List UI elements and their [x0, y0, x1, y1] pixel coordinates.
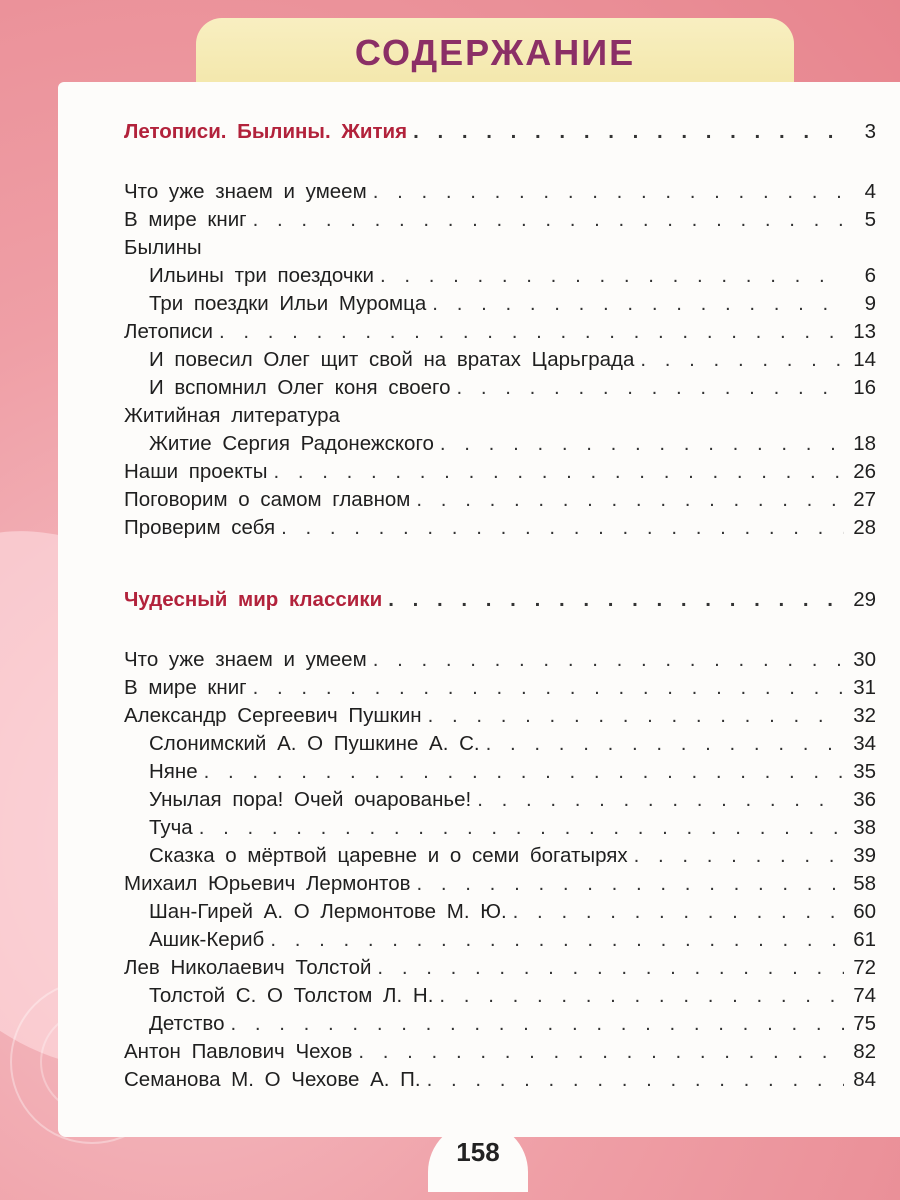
- toc-entry[interactable]: [124, 516, 876, 544]
- toc-entry-title: Летописи: [124, 320, 213, 343]
- toc-entry[interactable]: [124, 704, 876, 732]
- toc-entry-title: Детство: [149, 1012, 225, 1035]
- section-heading-title: Летописи. Былины. Жития: [124, 120, 408, 143]
- heading-gap: [124, 616, 876, 648]
- toc-entry-page: 9: [864, 292, 876, 315]
- dot-leader: [432, 292, 844, 316]
- toc-entry-page: 13: [853, 320, 876, 343]
- dot-leader: [273, 460, 844, 484]
- dot-leader: [634, 844, 844, 868]
- toc-entry-title: Няне: [149, 760, 198, 783]
- toc-entry-page: 5: [864, 208, 876, 231]
- toc-entry-page: 72: [853, 956, 876, 979]
- toc-entry[interactable]: [124, 320, 876, 348]
- dot-leader: [388, 588, 844, 612]
- section-gap: [124, 544, 876, 588]
- section-heading-title: Чудесный мир классики: [124, 588, 383, 611]
- dot-leader: [199, 816, 844, 840]
- toc-entry-title: Сказка о мёртвой царевне и о семи богатырях: [149, 844, 628, 867]
- toc-entry-title: Ашик-Кериб: [149, 928, 265, 951]
- toc-entry[interactable]: [124, 292, 876, 320]
- toc-entry[interactable]: [124, 404, 876, 432]
- toc-entry-title: Что уже знаем и умеем: [124, 648, 367, 671]
- dot-leader: [439, 984, 844, 1008]
- toc-entry-title: Житийная литература: [124, 404, 340, 427]
- toc-entry[interactable]: [124, 1068, 876, 1096]
- toc-entry[interactable]: [124, 648, 876, 676]
- dot-leader: [219, 320, 844, 344]
- dot-leader: [416, 488, 844, 512]
- dot-leader: [358, 1040, 844, 1064]
- toc-entry-title: Шан-Гирей А. О Лермонтове М. Ю.: [149, 900, 507, 923]
- dot-leader: [377, 956, 844, 980]
- toc-entry-title: Александр Сергеевич Пушкин: [124, 704, 422, 727]
- section-heading[interactable]: [124, 120, 876, 148]
- toc-entry[interactable]: [124, 760, 876, 788]
- dot-leader: [380, 264, 844, 288]
- toc-entry[interactable]: [124, 732, 876, 760]
- dot-leader: [281, 516, 844, 540]
- toc-entry-page: 32: [853, 704, 876, 727]
- toc-entry[interactable]: [124, 956, 876, 984]
- dot-leader: [440, 432, 844, 456]
- toc-entry-page: 14: [853, 348, 876, 371]
- toc-entry[interactable]: [124, 376, 876, 404]
- toc-entry-page: 58: [853, 872, 876, 895]
- dot-leader: [373, 180, 844, 204]
- dot-leader: [253, 676, 844, 700]
- dot-leader: [486, 732, 844, 756]
- toc-entry-title: Былины: [124, 236, 202, 259]
- toc-entry[interactable]: [124, 180, 876, 208]
- toc-entry-page: 82: [853, 1040, 876, 1063]
- toc-entry-page: 36: [853, 788, 876, 811]
- dot-leader: [427, 1068, 844, 1092]
- heading-gap: [124, 148, 876, 180]
- toc-entry-title: И повесил Олег щит свой на вратах Царьграда: [149, 348, 635, 371]
- toc-entry-page: 35: [853, 760, 876, 783]
- toc-entry-title: Ильины три поездочки: [149, 264, 374, 287]
- toc-entry[interactable]: [124, 900, 876, 928]
- toc-entry-title: Поговорим о самом главном: [124, 488, 411, 511]
- dot-leader: [373, 648, 844, 672]
- toc-entry-title: Толстой С. О Толстом Л. Н.: [149, 984, 434, 1007]
- toc-entry-page: 31: [853, 676, 876, 699]
- toc-entry[interactable]: [124, 676, 876, 704]
- toc-entry[interactable]: [124, 984, 876, 1012]
- toc-entry-page: 38: [853, 816, 876, 839]
- toc-entry-title: Унылая пора! Очей очарованье!: [149, 788, 472, 811]
- toc-entry-title: В мире книг: [124, 208, 247, 231]
- dot-leader: [428, 704, 844, 728]
- toc-entry[interactable]: [124, 264, 876, 292]
- toc-entry-page: 18: [853, 432, 876, 455]
- toc-entry-page: 4: [864, 180, 876, 203]
- toc-entry-title: Слонимский А. О Пушкине А. С.: [149, 732, 480, 755]
- section-heading[interactable]: [124, 588, 876, 616]
- toc-entry-page: 16: [853, 376, 876, 399]
- toc-entry[interactable]: [124, 788, 876, 816]
- dot-leader: [230, 1012, 844, 1036]
- toc-entry-title: Семанова М. О Чехове А. П.: [124, 1068, 421, 1091]
- toc-entry-page: 61: [853, 928, 876, 951]
- toc-entry-page: 39: [853, 844, 876, 867]
- toc-entry[interactable]: [124, 844, 876, 872]
- toc-entry[interactable]: [124, 872, 876, 900]
- toc-entry-title: Лев Николаевич Толстой: [124, 956, 372, 979]
- toc-entry-title: Наши проекты: [124, 460, 268, 483]
- section-heading-page: 3: [864, 120, 876, 143]
- toc-entry-page: 84: [853, 1068, 876, 1091]
- toc-entry-page: 30: [853, 648, 876, 671]
- toc-entry[interactable]: [124, 1040, 876, 1068]
- dot-leader: [417, 872, 845, 896]
- table-of-contents: [124, 120, 876, 1096]
- dot-leader: [640, 348, 844, 372]
- toc-entry-page: 74: [853, 984, 876, 1007]
- toc-entry-page: 60: [853, 900, 876, 923]
- page-number: 158: [456, 1137, 500, 1167]
- toc-entry-title: Михаил Юрьевич Лермонтов: [124, 872, 411, 895]
- toc-entry[interactable]: [124, 488, 876, 516]
- toc-entry[interactable]: [124, 348, 876, 376]
- page-title: СОДЕРЖАНИЕ: [354, 32, 636, 73]
- toc-entry[interactable]: [124, 460, 876, 488]
- toc-entry[interactable]: [124, 928, 876, 956]
- toc-entry-title: Что уже знаем и умеем: [124, 180, 367, 203]
- toc-entry-title: В мире книг: [124, 676, 247, 699]
- toc-entry[interactable]: [124, 236, 876, 264]
- dot-leader: [456, 376, 844, 400]
- toc-entry[interactable]: [124, 208, 876, 236]
- toc-entry-page: 26: [853, 460, 876, 483]
- dot-leader: [270, 928, 844, 952]
- toc-entry-page: 6: [864, 264, 876, 287]
- toc-entry-page: 28: [853, 516, 876, 539]
- toc-entry-title: И вспомнил Олег коня своего: [149, 376, 451, 399]
- section-heading-page: 29: [853, 588, 876, 611]
- dot-leader: [253, 208, 844, 232]
- dot-leader: [477, 788, 844, 812]
- toc-entry-page: 34: [853, 732, 876, 755]
- toc-entry-title: Три поездки Ильи Муромца: [149, 292, 427, 315]
- toc-entry-title: Антон Павлович Чехов: [124, 1040, 353, 1063]
- toc-entry[interactable]: [124, 816, 876, 844]
- dot-leader: [204, 760, 844, 784]
- toc-entry-title: Житие Сергия Радонежского: [149, 432, 434, 455]
- dot-leader: [413, 120, 844, 144]
- toc-entry-title: Проверим себя: [124, 516, 276, 539]
- toc-entry-page: 27: [853, 488, 876, 511]
- toc-entry-page: 75: [853, 1012, 876, 1035]
- toc-entry-title: Туча: [149, 816, 193, 839]
- toc-entry[interactable]: [124, 432, 876, 460]
- dot-leader: [513, 900, 844, 924]
- toc-entry[interactable]: [124, 1012, 876, 1040]
